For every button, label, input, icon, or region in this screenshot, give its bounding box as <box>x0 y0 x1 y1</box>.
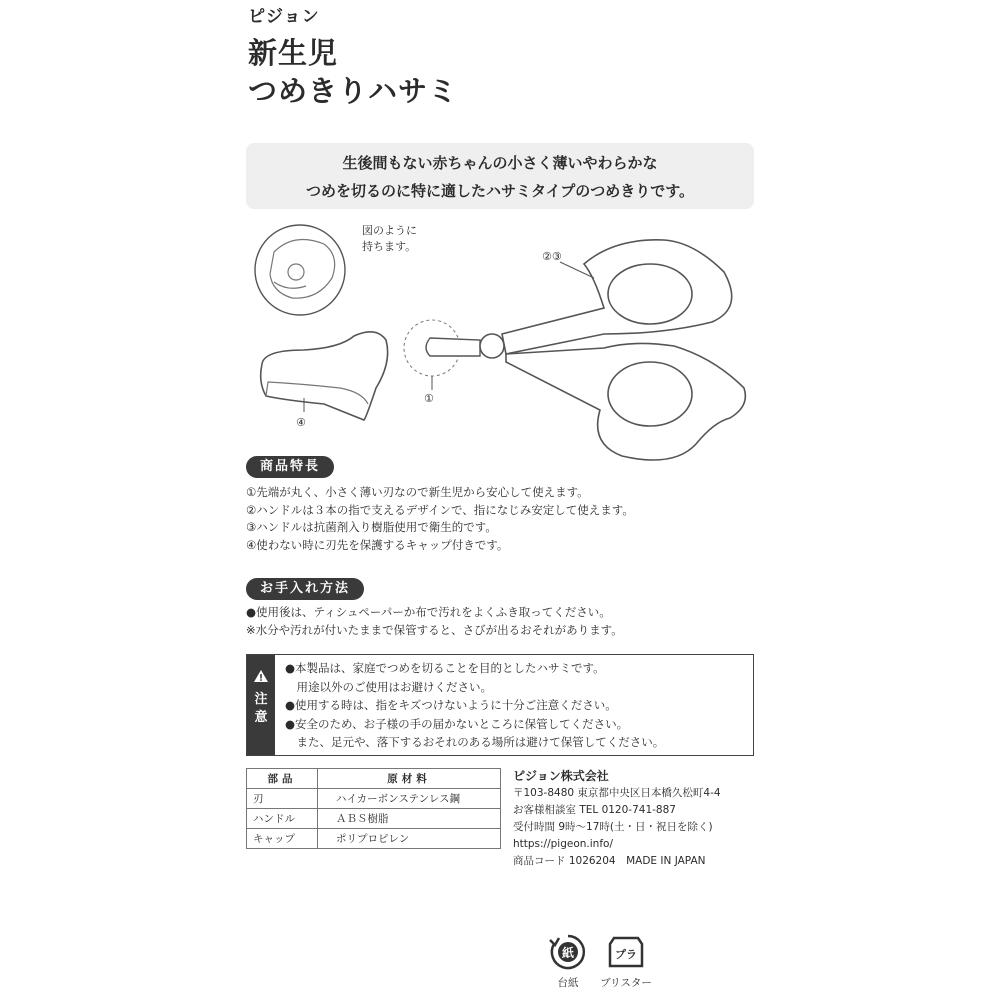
caution-label: 注意 <box>254 692 268 725</box>
paper-label: 台紙 <box>557 977 579 989</box>
feature-item: ①先端が丸く、小さく薄い刃なので新生児から安心して使えます。 <box>246 485 589 499</box>
company-info <box>513 768 763 870</box>
intro-box <box>246 143 754 209</box>
material-cell: ハイカーボンステンレス鋼 <box>318 789 501 809</box>
header-part: 部品 <box>247 769 318 789</box>
support-hours: 受付時間 9時～17時(土・日・祝日を除く) <box>513 821 713 833</box>
plastic-mark-text: プラ <box>615 948 637 961</box>
material-cell: ポリプロピレン <box>318 829 501 849</box>
caution-line: ●本製品は、家庭でつめを切ることを目的としたハサミです。 <box>285 661 605 675</box>
caution-line: 用途以外のご使用はお避けください。 <box>285 679 492 694</box>
warning-icon <box>253 669 269 683</box>
hold-note-1: 図のように <box>362 224 417 237</box>
part-cell: 刃 <box>247 789 318 809</box>
plastic-recycle-icon <box>606 932 646 972</box>
part-cell: ハンドル <box>247 809 318 829</box>
materials-table <box>246 768 501 849</box>
part-cell: キャップ <box>247 829 318 849</box>
table-header-row <box>247 769 501 789</box>
material-cell: ＡＢＳ樹脂 <box>318 809 501 829</box>
care-item: ●使用後は、ティシュペーパーか布で汚れをよくふき取ってください。 <box>246 605 611 619</box>
label-1: ① <box>424 392 434 405</box>
scissors-illustration <box>404 240 745 460</box>
feature-item: ②ハンドルは３本の指で支えるデザインで、指になじみ安定して使えます。 <box>246 502 634 517</box>
caution-line: ●使用する時は、指をキズつけないように十分ご注意ください。 <box>285 698 617 712</box>
caution-line: ●安全のため、お子様の手の届かないところに保管してください。 <box>285 716 629 731</box>
title-line-2: つめきりハサミ <box>248 74 459 108</box>
paper-recycle-icon <box>548 932 588 972</box>
table-row <box>247 829 501 849</box>
cap-illustration <box>261 332 388 420</box>
features-list <box>246 484 756 554</box>
company-address: 〒103-8480 東京都中央区日本橋久松町4-4 <box>513 787 721 799</box>
brand-logo: ピジョン <box>248 7 320 27</box>
caution-box <box>246 654 754 756</box>
hold-note-2: 持ちます。 <box>362 240 417 253</box>
company-url: https://pigeon.info/ <box>513 838 613 850</box>
product-illustration <box>244 222 756 462</box>
scissors-diagram <box>244 222 756 462</box>
table-row <box>247 789 501 809</box>
plastic-label: ブリスター <box>600 977 652 989</box>
caution-text <box>285 659 664 752</box>
care-item: ※水分や汚れが付いたままで保管すると、さびが出るおそれがあります。 <box>246 622 623 637</box>
feature-item: ③ハンドルは抗菌剤入り樹脂使用で衛生的です。 <box>246 520 497 534</box>
caution-line: また、足元や、落下するおそれのある場所は避けて保管してください。 <box>285 735 665 749</box>
title-line-1: 新生児 <box>248 36 339 70</box>
header-material: 原材料 <box>318 769 501 789</box>
care-heading: お手入れ方法 <box>246 578 364 600</box>
label-4: ④ <box>296 416 306 429</box>
support-phone: お客様相談室 TEL 0120-741-887 <box>513 804 676 816</box>
paper-mark-text: 紙 <box>561 946 575 960</box>
hand-grip-illustration <box>255 225 345 315</box>
caution-sidebar <box>247 655 275 755</box>
features-heading: 商品特長 <box>246 456 334 478</box>
paper-recycle-mark <box>538 932 598 990</box>
intro-line-2: つめを切るのに特に適したハサミタイプのつめきりです。 <box>305 182 695 200</box>
product-title <box>248 34 458 110</box>
company-name: ピジョン株式会社 <box>513 769 609 783</box>
feature-item: ④使わない時に刃先を保護するキャップ付きです。 <box>246 537 509 552</box>
plastic-recycle-mark <box>596 932 656 990</box>
product-code: 商品コード 1026204 MADE IN JAPAN <box>513 855 706 867</box>
label-2-3: ②③ <box>542 250 562 263</box>
table-row <box>247 809 501 829</box>
intro-line-1: 生後間もない赤ちゃんの小さく薄いやわらかな <box>342 154 658 172</box>
care-list <box>246 604 756 639</box>
